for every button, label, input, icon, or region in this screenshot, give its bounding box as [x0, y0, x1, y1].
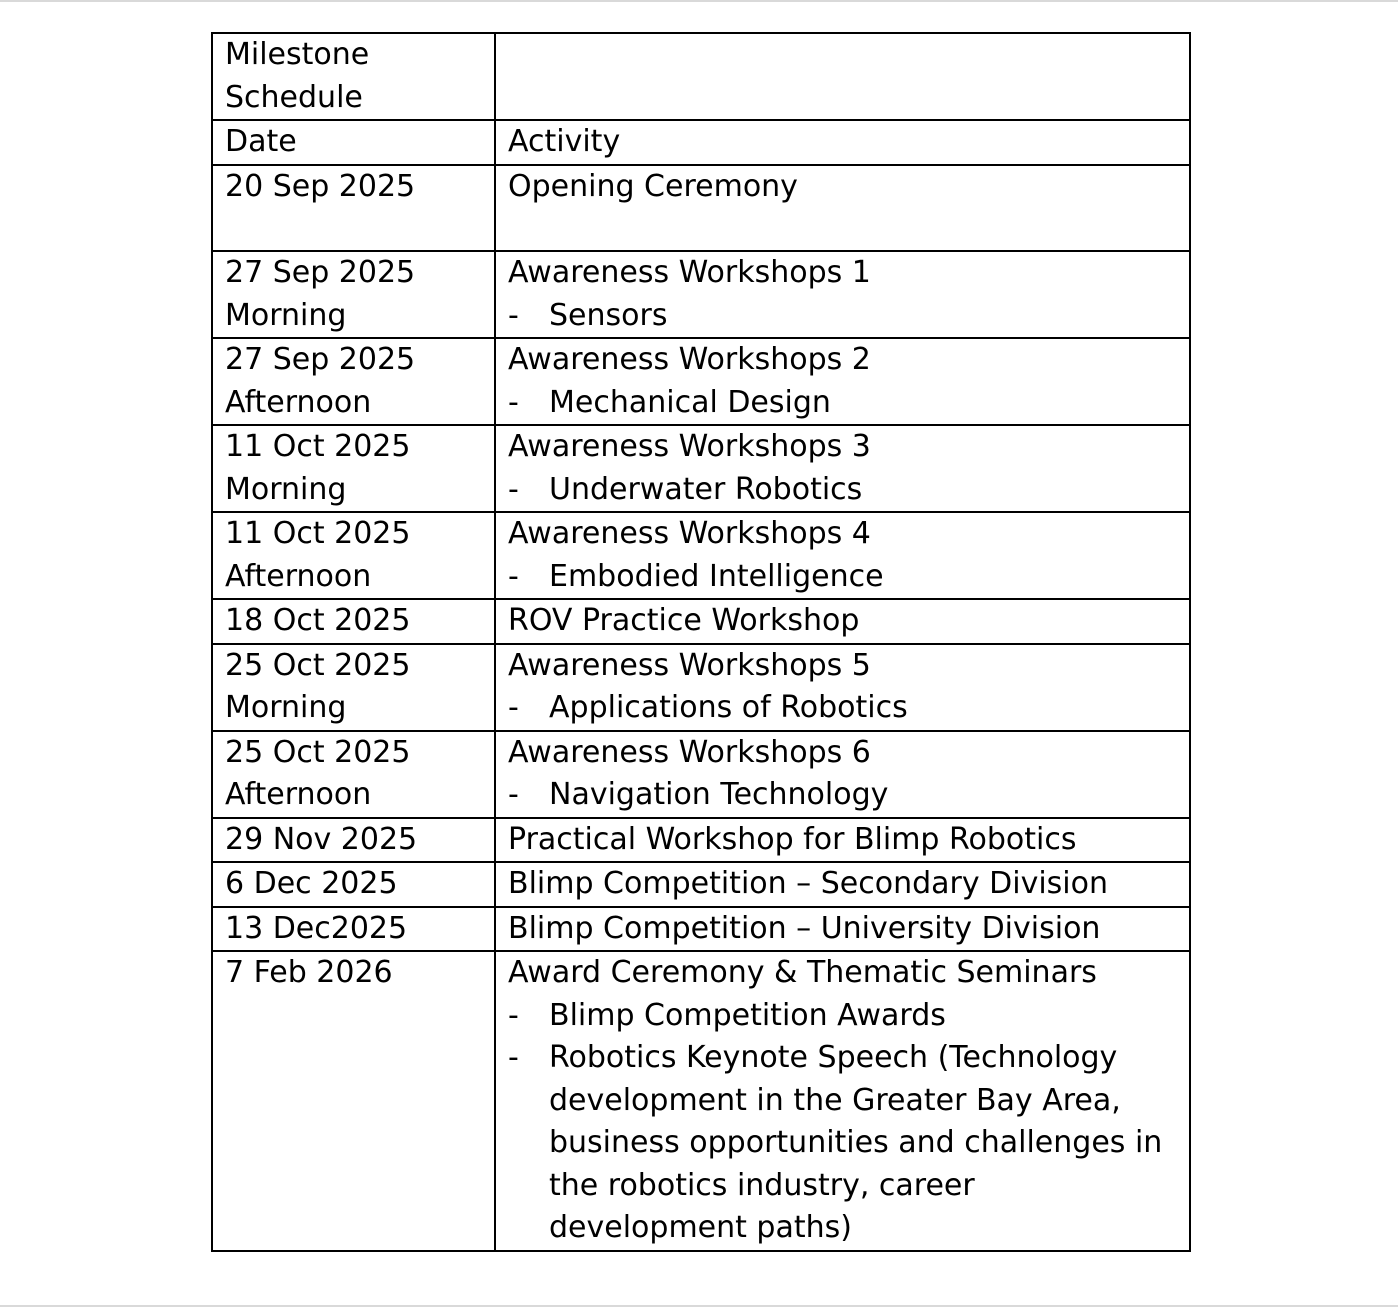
activity-text: Awareness Workshops 5: [508, 647, 871, 683]
column-header-activity: [495, 120, 1190, 165]
column-header-activity-label: Activity: [508, 124, 621, 159]
table-row: [212, 644, 1190, 731]
activity-sub-item: - Navigation Technology: [508, 774, 1177, 817]
activity-text: Practical Workshop for Blimp Robotics: [508, 821, 1077, 857]
date-cell: [212, 425, 495, 512]
date-cell: [212, 338, 495, 425]
column-header-date: [212, 120, 495, 165]
activity-text: Awareness Workshops 3: [508, 429, 871, 464]
activity-cell: [495, 731, 1190, 818]
schedule-rows: [212, 165, 1190, 1251]
date-cell: [212, 731, 495, 818]
date-cell: [212, 951, 495, 1251]
table-title-row: [212, 33, 1190, 120]
activity-sub-item: - Mechanical Design: [508, 382, 1177, 425]
activity-cell: [495, 512, 1190, 599]
activity-sub-item: - Blimp Competition Awards: [508, 995, 1177, 1038]
activity-cell: [495, 818, 1190, 863]
date-text: 25 Oct 2025 Morning: [225, 647, 411, 725]
date-text: 29 Nov 2025: [225, 821, 418, 857]
table-row: [212, 862, 1190, 907]
activity-cell: [495, 165, 1190, 252]
table-row: [212, 907, 1190, 952]
activity-sub-item: - Robotics Keynote Speech (Technology development in the Greater Bay Area, business opportunities and challenges in the robotics industry, career development paths): [508, 1037, 1177, 1250]
activity-text: Award Ceremony & Thematic Seminars: [508, 955, 1097, 990]
date-text: 13 Dec2025: [225, 910, 408, 946]
date-text: 27 Sep 2025 Morning: [225, 255, 416, 333]
date-text: 18 Oct 2025: [225, 603, 411, 638]
table-row: [212, 165, 1190, 252]
activity-sub-item: - Underwater Robotics: [508, 469, 1177, 512]
date-cell: [212, 165, 495, 252]
date-text: 7 Feb 2026: [225, 955, 393, 990]
table-title-blank-cell: [495, 33, 1190, 120]
date-cell: [212, 251, 495, 338]
date-text: 11 Oct 2025 Morning: [225, 429, 411, 507]
activity-cell: [495, 599, 1190, 644]
activity-text: Blimp Competition – Secondary Division: [508, 866, 1108, 901]
activity-text: Awareness Workshops 1: [508, 255, 871, 290]
date-cell: [212, 512, 495, 599]
activity-cell: [495, 644, 1190, 731]
activity-sub-list: [508, 382, 1177, 425]
activity-text: ROV Practice Workshop: [508, 603, 860, 638]
table-row: [212, 818, 1190, 863]
activity-sub-item: - Sensors: [508, 295, 1177, 338]
activity-cell: [495, 338, 1190, 425]
date-text: 6 Dec 2025: [225, 866, 398, 901]
column-header-date-label: Date: [225, 124, 297, 159]
date-text: 27 Sep 2025 Afternoon: [225, 342, 416, 420]
date-cell: [212, 907, 495, 952]
activity-text: Opening Ceremony: [508, 168, 798, 204]
activity-text: Awareness Workshops 4: [508, 516, 871, 551]
activity-sub-list: [508, 295, 1177, 338]
activity-sub-item: - Embodied Intelligence: [508, 556, 1177, 599]
table-row: [212, 731, 1190, 818]
date-text: 20 Sep 2025: [225, 168, 416, 204]
date-cell: [212, 818, 495, 863]
activity-sub-list: [508, 687, 1177, 730]
activity-text: Blimp Competition – University Division: [508, 910, 1101, 946]
date-text: 11 Oct 2025 Afternoon: [225, 516, 411, 594]
activity-cell: [495, 251, 1190, 338]
table-row: [212, 425, 1190, 512]
activity-sub-list: [508, 995, 1177, 1250]
activity-sub-list: [508, 774, 1177, 817]
activity-sub-list: [508, 556, 1177, 599]
table-title: Milestone Schedule: [225, 37, 370, 115]
table-row: [212, 951, 1190, 1251]
table-row: [212, 338, 1190, 425]
date-cell: [212, 644, 495, 731]
column-header-row: [212, 120, 1190, 165]
activity-text: Awareness Workshops 6: [508, 734, 871, 770]
activity-cell: [495, 907, 1190, 952]
table-row: [212, 512, 1190, 599]
table-row: [212, 599, 1190, 644]
date-cell: [212, 862, 495, 907]
activity-sub-item: - Applications of Robotics: [508, 687, 1177, 730]
date-text: 25 Oct 2025 Afternoon: [225, 734, 411, 812]
activity-cell: [495, 425, 1190, 512]
table-row: [212, 251, 1190, 338]
top-divider: [0, 0, 1398, 2]
activity-sub-list: [508, 469, 1177, 512]
bottom-divider: [0, 1305, 1398, 1307]
milestone-schedule-table: [211, 32, 1191, 1252]
activity-cell: [495, 951, 1190, 1251]
activity-cell: [495, 862, 1190, 907]
date-cell: [212, 599, 495, 644]
table-title-cell: [212, 33, 495, 120]
activity-text: Awareness Workshops 2: [508, 342, 871, 377]
